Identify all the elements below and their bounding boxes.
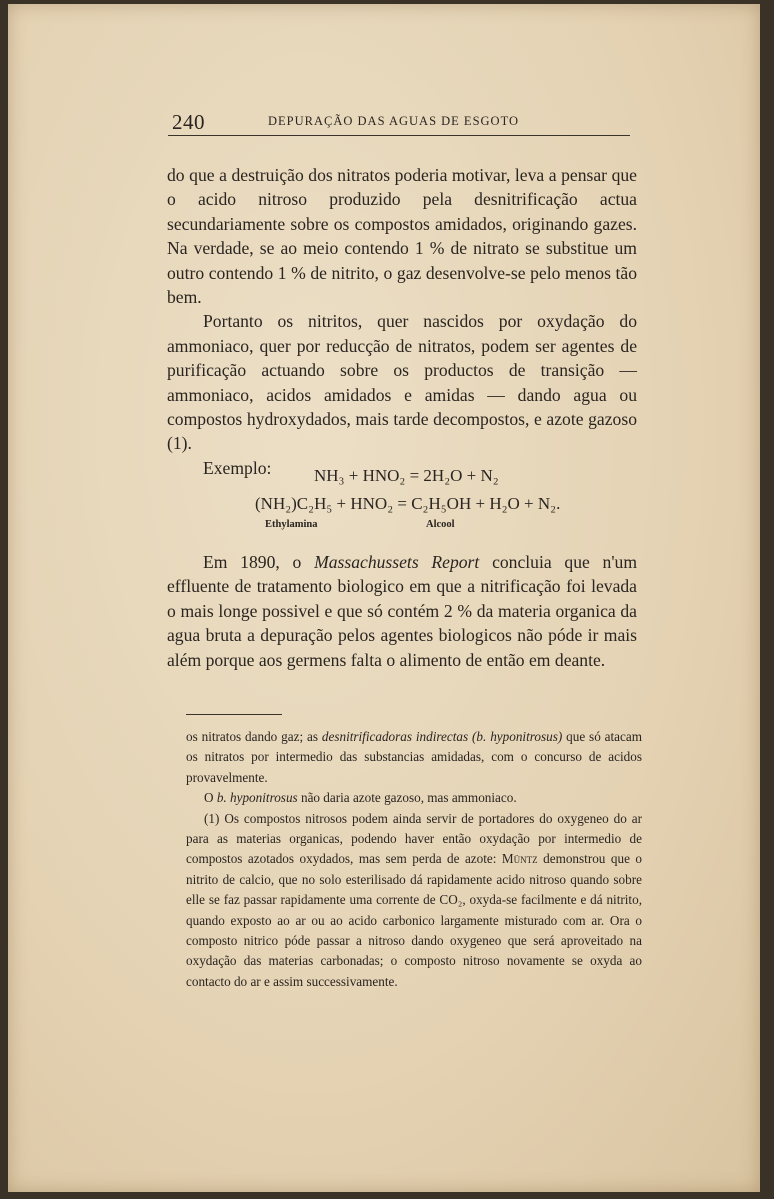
footnote-hyponitrosus: O b. hyponitrosus não daria azote gazoso, mas ammoniaco. [204, 790, 517, 806]
equation-2: (NH₂)C₂H₅ + HNO₂ = C₂H₅OH + H₂O + N₂. [255, 494, 561, 513]
report-name: Massachussets Report [314, 552, 480, 572]
page-header [168, 110, 630, 136]
paragraph-1: do que a destruição dos nitratos poderia motivar, leva a pensar que o acido nitroso produzido pela desnitrificação actua secundariamente sobre os compostos amidados, originando gazes. Na verdade, se ao meio contendo 1 % de nitrato se substitue um outro contendo 1 % de nitrito, o gaz desenvolve-se pelo menos tão bem. [167, 165, 637, 308]
label-ethylamina: Ethylamina [265, 519, 318, 530]
body-text [167, 163, 637, 480]
footnote-rule [186, 714, 282, 715]
running-title: DEPURAÇÃO DAS AGUAS DE ESGOTO [268, 114, 520, 128]
body-text-2 [167, 550, 637, 672]
page-number: 240 [172, 110, 205, 134]
header-rule [168, 135, 630, 136]
footnote-1: (1) Os compostos nitrosos podem ainda servir de portadores do oxygeneo do ar para as materias organicas, podendo haver então oxydação por intermedio de compostos azotados oxydados, mas sem perda de azote: Müntz demonstrou que o nitrito de calcio, que no solo esterilisado dá rapidamente acido nitroso quando sobre elle se faz passar rapidamente uma corrente de CO₂, oxyda-se facilmente e dá nitrito, quando exposto ao ar ou ao acido carbonico largamente misturado com ar. Ora o composto nitrico póde passar a nitroso dando oxygeneo que será aproveitado na oxydação das materias carbonadas; o composto nitroso novamente se oxyda ao contacto do ar e assim successivamente. [186, 810, 642, 989]
example-label: Exemplo: [203, 457, 272, 478]
equation-1: NH₃ + HNO₂ = 2H₂O + N₂ [314, 466, 499, 485]
label-alcool: Alcool [426, 519, 455, 530]
paragraph-2: Portanto os nitritos, quer nascidos por oxydação do ammoniaco, quer por reducção de nitratos, podem ser agentes de purificação actuando sobre os productos de transição — ammoniaco, acidos amidados e amidas — dando agua ou compostos hydroxydados, mais tarde decompostos, e azote gazoso (1). [167, 311, 637, 454]
paragraph-3: Em 1890, o Massachussets Report concluia que n'um effluente de tratamento biologico em que a nitrificação foi levada o mais longe possivel e que só contém 2 % da materia organica da agua bruta a depuração pelos agentes biologicos não póde ir mais além porque aos germens falta o alimento de então em deante. [167, 552, 638, 670]
footnotes [186, 727, 642, 992]
footnote-continuation: os nitratos dando gaz; as desnitrificadoras indirectas (b. hyponitrosus) que só atacam os nitratos por intermedio das substancias amidadas, com o concurso de acidos provavelmente. [186, 729, 643, 785]
